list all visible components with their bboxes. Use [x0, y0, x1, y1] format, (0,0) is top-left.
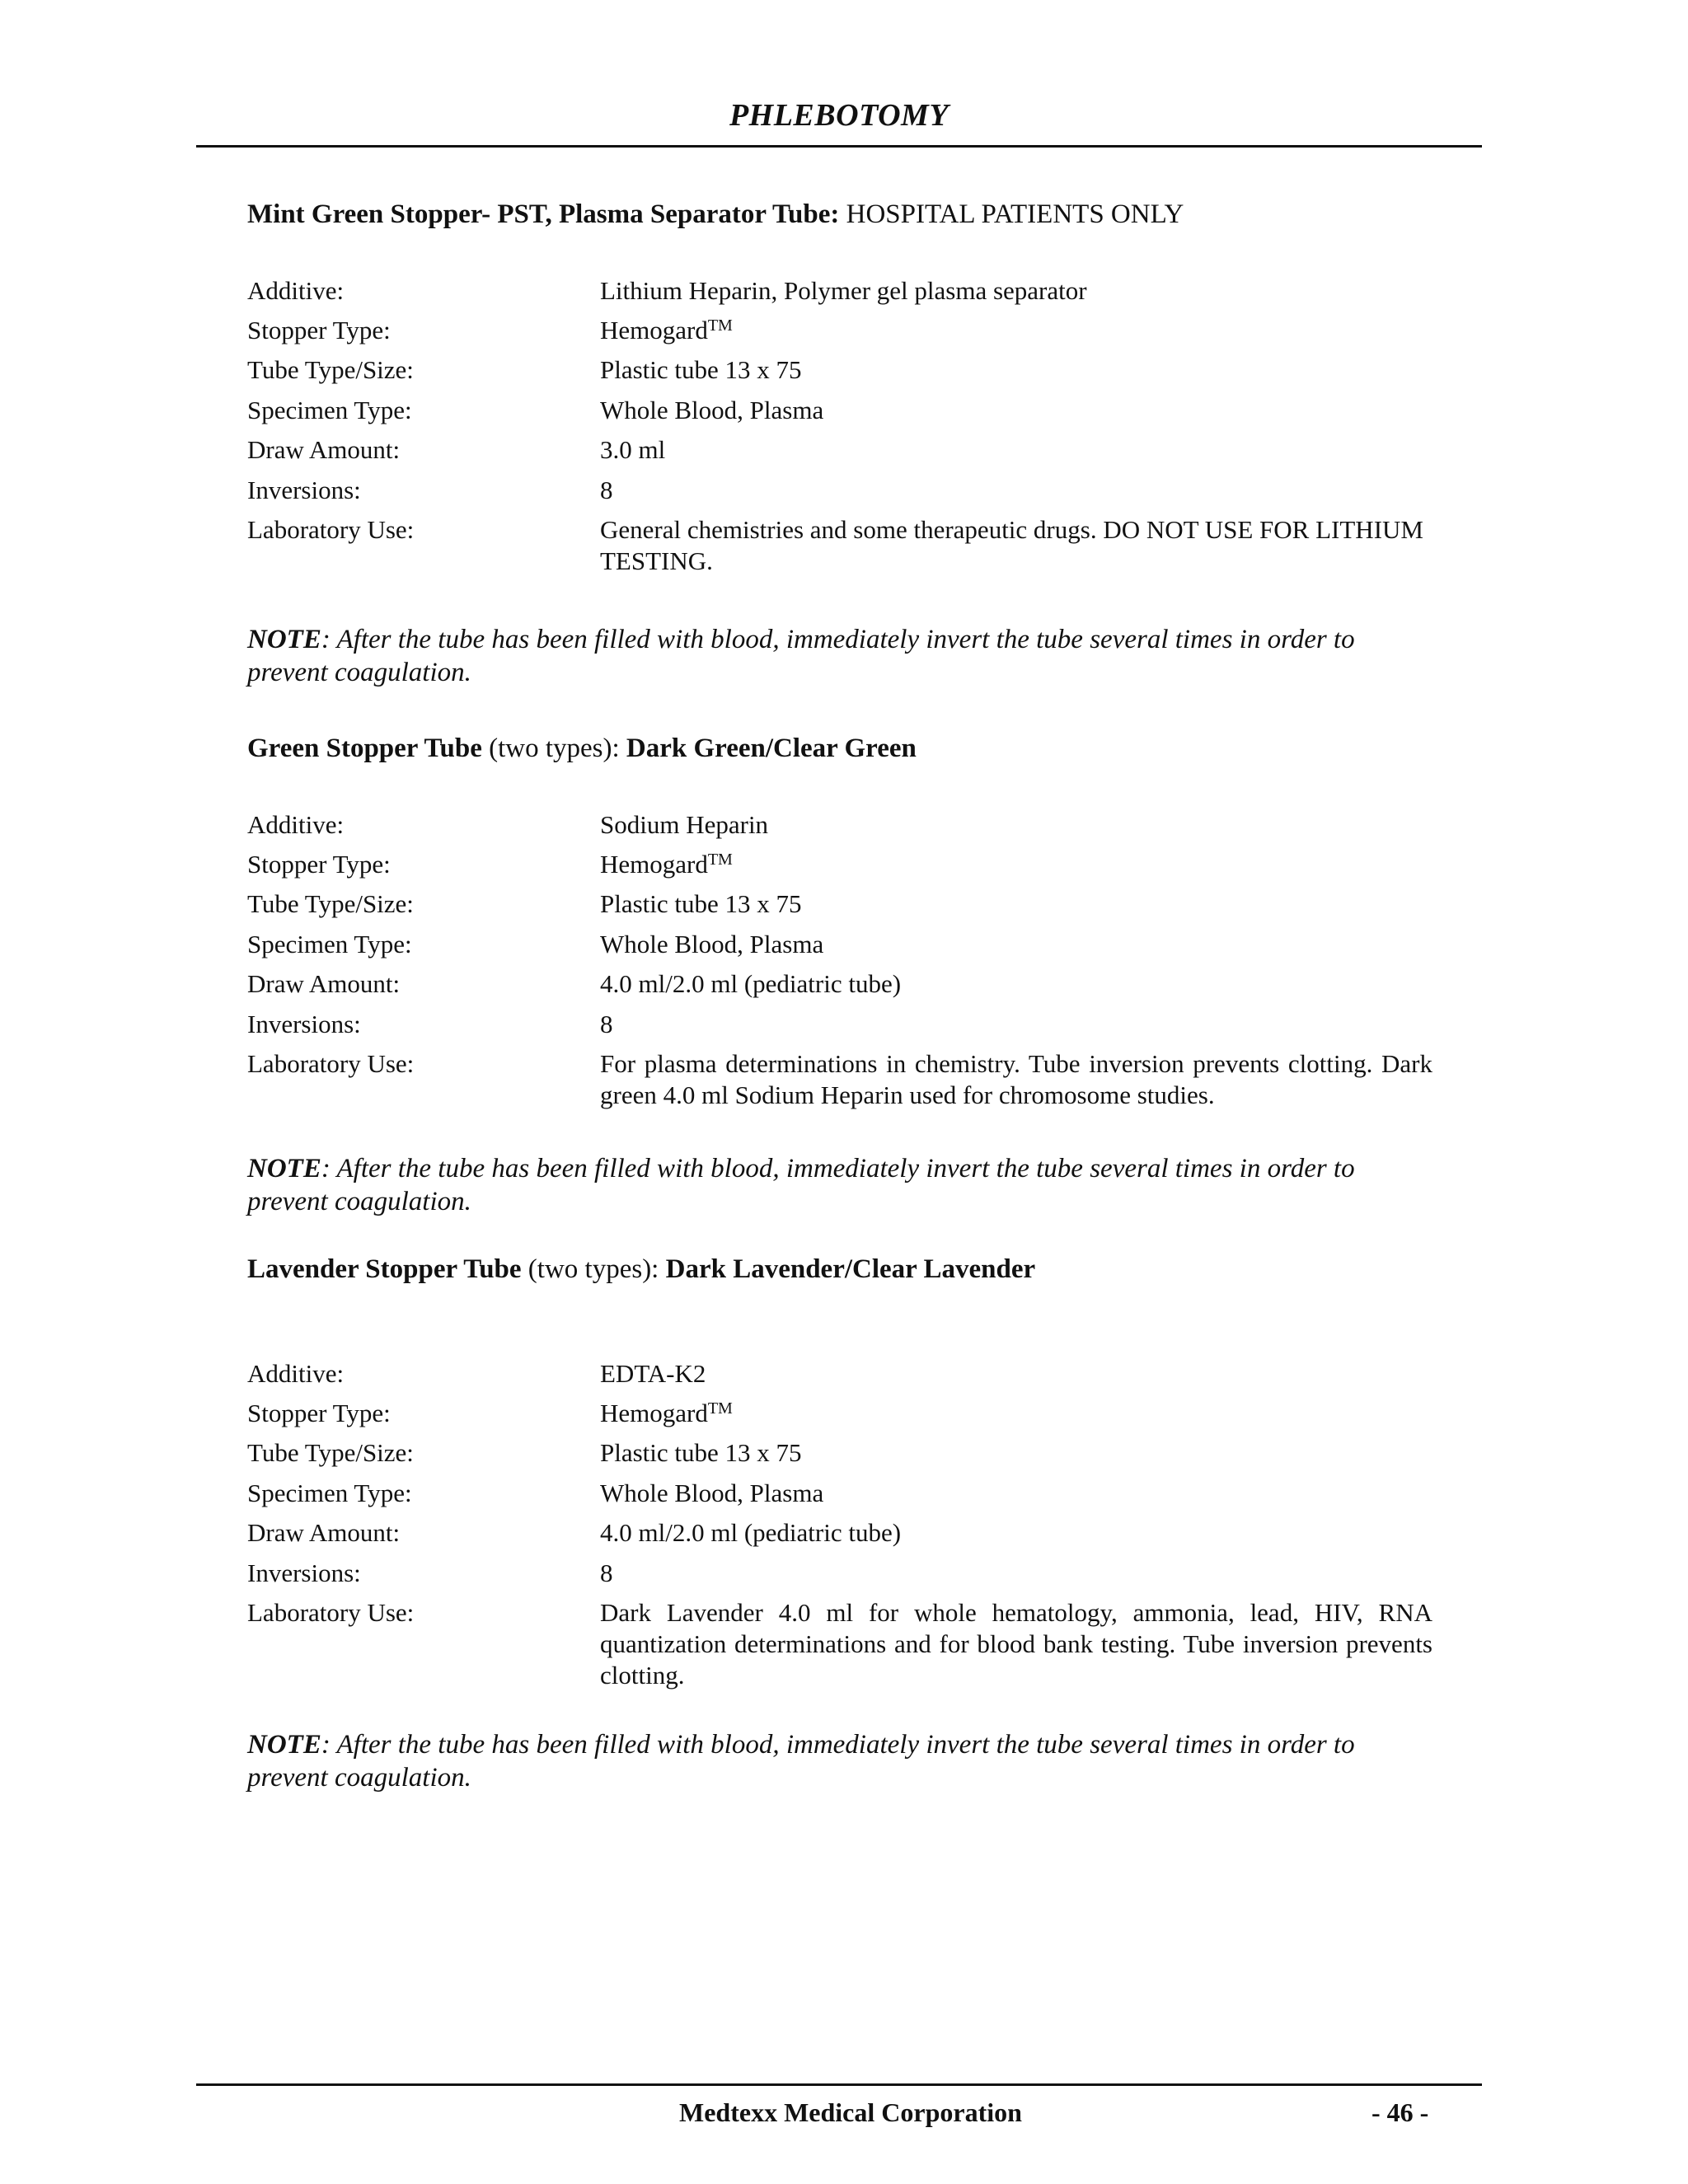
- heading-normal: (two types):: [521, 1254, 666, 1284]
- field-label: Draw Amount:: [247, 435, 401, 464]
- field-label: Inversions:: [247, 476, 361, 504]
- footer-divider: [196, 2083, 1482, 2086]
- field-value: 3.0 ml: [600, 435, 666, 464]
- field-value: 4.0 ml/2.0 ml (pediatric tube): [600, 969, 902, 998]
- section-heading-green: [247, 733, 917, 764]
- field-value: Plastic tube 13 x 75: [600, 889, 802, 918]
- field-label: Additive:: [247, 810, 345, 839]
- note-block: [247, 623, 1432, 689]
- trademark-mark: TM: [707, 851, 733, 869]
- field-label: Inversions:: [247, 1010, 361, 1038]
- field-label: Additive:: [247, 276, 345, 305]
- field-label: Specimen Type:: [247, 396, 412, 424]
- field-value: For plasma determinations in chemistry. Tube inversion prevents clotting. Dark green 4.0 ml Sodium Heparin used for chromosome studies.: [600, 1049, 1432, 1109]
- heading-bold: Lavender Stopper Tube: [247, 1254, 522, 1284]
- page-number: - 46 -: [1372, 2097, 1429, 2127]
- field-label: Tube Type/Size:: [247, 889, 414, 918]
- field-value: Sodium Heparin: [600, 810, 769, 839]
- note-text: : After the tube has been filled with blood, immediately invert the tube several times in order to prevent coagulation.: [247, 625, 1355, 687]
- heading-bold-2: Dark Lavender/Clear Lavender: [665, 1254, 1036, 1284]
- field-value: 8: [600, 1010, 613, 1038]
- stopper-value: Hemogard: [600, 850, 708, 879]
- field-label: Specimen Type:: [247, 1479, 412, 1507]
- field-value: [600, 1398, 1432, 1429]
- page-title: PHLEBOTOMY: [729, 98, 950, 133]
- field-value: Whole Blood, Plasma: [600, 396, 824, 424]
- field-value: Dark Lavender 4.0 ml for whole hematology, ammonia, lead, HIV, RNA quantization determinations and for blood bank testing. Tube inversion prevents clotting.: [600, 1598, 1432, 1690]
- field-label: Tube Type/Size:: [247, 355, 414, 384]
- field-value: Lithium Heparin, Polymer gel plasma separator: [600, 276, 1087, 305]
- field-label: Draw Amount:: [247, 1518, 401, 1547]
- field-value: General chemistries and some therapeutic drugs. DO NOT USE FOR LITHIUM TESTING.: [600, 515, 1423, 575]
- field-value: 4.0 ml/2.0 ml (pediatric tube): [600, 1518, 902, 1547]
- field-value: Whole Blood, Plasma: [600, 930, 824, 958]
- field-value: [600, 315, 1432, 346]
- note-text: : After the tube has been filled with blood, immediately invert the tube several times in order to prevent coagulation.: [247, 1154, 1355, 1216]
- stopper-value: Hemogard: [600, 1399, 708, 1427]
- field-label: Tube Type/Size:: [247, 1438, 414, 1467]
- field-label: Draw Amount:: [247, 969, 401, 998]
- field-label: Inversions:: [247, 1558, 361, 1587]
- section-heading-mint-green: [247, 199, 1184, 230]
- note-label: NOTE: [247, 1154, 321, 1183]
- field-label: Laboratory Use:: [247, 1598, 415, 1627]
- field-value: EDTA-K2: [600, 1359, 706, 1388]
- note-block: [247, 1728, 1432, 1794]
- heading-bold: Green Stopper Tube: [247, 733, 482, 763]
- field-value: 8: [600, 476, 613, 504]
- note-label: NOTE: [247, 1730, 321, 1760]
- field-label: Laboratory Use:: [247, 515, 415, 544]
- heading-normal: HOSPITAL PATIENTS ONLY: [839, 199, 1184, 229]
- field-label: Stopper Type:: [247, 1399, 391, 1427]
- stopper-value: Hemogard: [600, 316, 708, 344]
- field-label: Stopper Type:: [247, 316, 391, 344]
- note-text: : After the tube has been filled with blood, immediately invert the tube several times in order to prevent coagulation.: [247, 1730, 1355, 1793]
- field-value: Plastic tube 13 x 75: [600, 1438, 802, 1467]
- section-heading-lavender: [247, 1254, 1035, 1285]
- field-label: Additive:: [247, 1359, 345, 1388]
- heading-bold-2: Dark Green/Clear Green: [626, 733, 917, 763]
- heading-normal: (two types):: [481, 733, 626, 763]
- field-label: Specimen Type:: [247, 930, 412, 958]
- note-label: NOTE: [247, 625, 321, 654]
- heading-bold: Mint Green Stopper- PST, Plasma Separator Tube:: [247, 199, 840, 229]
- trademark-mark: TM: [707, 316, 733, 335]
- field-value: [600, 849, 1432, 880]
- trademark-mark: TM: [707, 1399, 733, 1418]
- field-label: Laboratory Use:: [247, 1049, 415, 1078]
- field-value: Whole Blood, Plasma: [600, 1479, 824, 1507]
- field-value: Plastic tube 13 x 75: [600, 355, 802, 384]
- field-value: 8: [600, 1558, 613, 1587]
- footer-company: Medtexx Medical Corporation: [679, 2097, 1022, 2127]
- field-label: Stopper Type:: [247, 850, 391, 879]
- header-divider: [196, 145, 1482, 148]
- note-block: [247, 1152, 1432, 1218]
